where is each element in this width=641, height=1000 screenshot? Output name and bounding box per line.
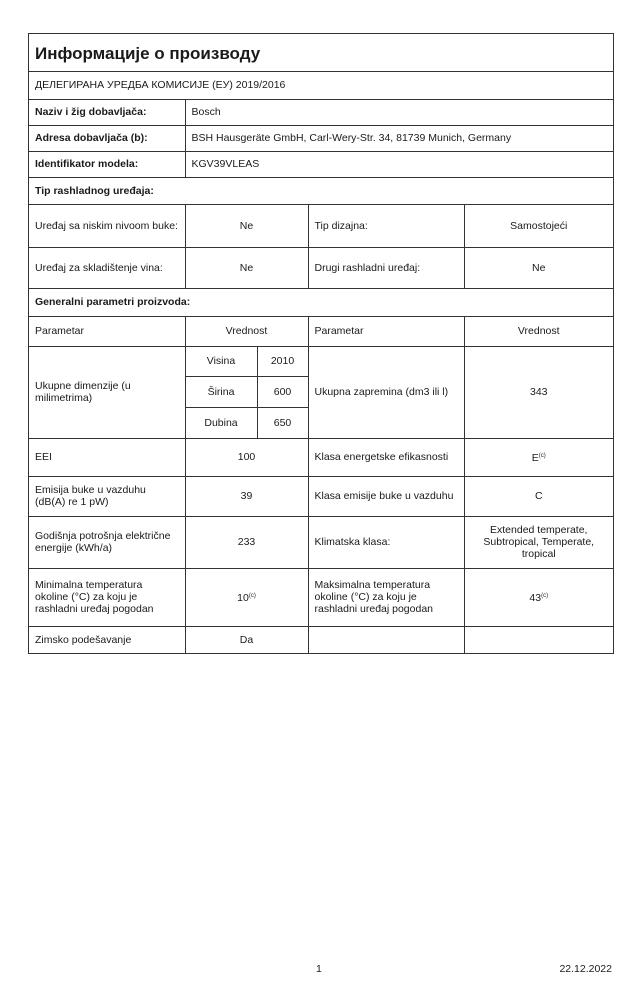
energy-class-label: Klasa energetske efikasnosti [308,438,464,476]
general-heading-row [29,288,613,316]
consumption-value: 233 [185,516,308,568]
noise-value: 39 [185,476,308,516]
winter-setting-label: Zimsko podešavanje [29,626,185,653]
low-noise-label: Uređaj sa niskim nivoom buke: [29,204,185,247]
max-temp-note: (c) [541,593,549,599]
min-temp-label: Minimalna temperatura okoline (°C) za koju je rashladni uređaj pogodan [29,568,185,626]
noise-class-value: C [464,476,613,516]
min-temp-cell [185,568,308,626]
max-temp-value: 43 [529,592,542,604]
col-header-param-2: Parametar [308,316,464,346]
climate-class-label: Klimatska klasa: [308,516,464,568]
noise-row [29,476,613,516]
noise-class-label: Klasa emisije buke u vazduhu [308,476,464,516]
model-value: KGV39VLEAS [185,151,613,177]
supplier-label: Naziv i žig dobavljača: [29,100,185,125]
design-type-label: Tip dizajna: [308,204,464,247]
noise-label: Emisija buke u vazduhu (dB(A) re 1 pW) [29,476,185,516]
consumption-label: Godišnja potrošnja električne energije (kWh/a) [29,516,185,568]
min-temp-value: 10 [237,592,249,604]
design-type-value: Samostojeći [464,204,613,247]
page-number: 1 [316,963,322,975]
other-appliance-value: Ne [464,247,613,288]
low-noise-value: Ne [185,204,308,247]
depth-value: 650 [257,407,308,438]
wine-storage-label: Uređaj za skladištenje vina: [29,247,185,288]
winter-setting-row [29,626,613,653]
column-header-row [29,316,613,346]
document-title: Информације о производу [29,34,613,72]
min-temp-note: (c) [248,593,256,599]
energy-class-value: E [531,452,539,464]
width-label: Širina [185,376,257,407]
supplier-value: Bosch [185,100,613,125]
product-info-sheet [28,33,614,654]
dimensions-label: Ukupne dimenzije (u milimetrima) [29,346,185,438]
dimension-height-row [29,346,613,376]
empty-cell [464,626,613,653]
wine-storage-row [29,247,613,288]
max-temp-label: Maksimalna temperatura okoline (°C) za koju je rashladni uređaj pogodan [308,568,464,626]
address-value: BSH Hausgeräte GmbH, Carl-Wery-Str. 34, 81739 Munich, Germany [185,125,613,151]
eei-label: EEI [29,438,185,476]
col-header-value-2: Vrednost [464,316,613,346]
product-info-table [29,100,613,654]
other-appliance-label: Drugi rashladni uređaj: [308,247,464,288]
empty-cell [308,626,464,653]
appliance-type-heading: Tip rashladnog uređaja: [29,177,613,204]
energy-class-cell [464,438,613,476]
supplier-row [29,100,613,125]
col-header-value: Vrednost [185,316,308,346]
eei-row [29,438,613,476]
height-label: Visina [185,346,257,376]
volume-label: Ukupna zapremina (dm3 ili l) [308,346,464,438]
climate-class-value: Extended temperate, Subtropical, Temperate, tropical [464,516,613,568]
address-row [29,125,613,151]
winter-setting-value: Da [185,626,308,653]
document-date: 22.12.2022 [559,963,612,975]
max-temp-cell [464,568,613,626]
temperature-row [29,568,613,626]
appliance-type-heading-row [29,177,613,204]
width-value: 600 [257,376,308,407]
low-noise-row [29,204,613,247]
height-value: 2010 [257,346,308,376]
consumption-row [29,516,613,568]
model-label: Identifikator modela: [29,151,185,177]
document-subtitle: ДЕЛЕГИРАНА УРЕДБА КОМИСИЈЕ (ЕУ) 2019/2016 [29,72,613,100]
col-header-param: Parametar [29,316,185,346]
general-params-heading: Generalni parametri proizvoda: [29,288,613,316]
eei-value: 100 [185,438,308,476]
wine-storage-value: Ne [185,247,308,288]
volume-value: 343 [464,346,613,438]
address-label: Adresa dobavljača (b): [29,125,185,151]
energy-class-note: (c) [538,453,546,459]
model-row [29,151,613,177]
depth-label: Dubina [185,407,257,438]
